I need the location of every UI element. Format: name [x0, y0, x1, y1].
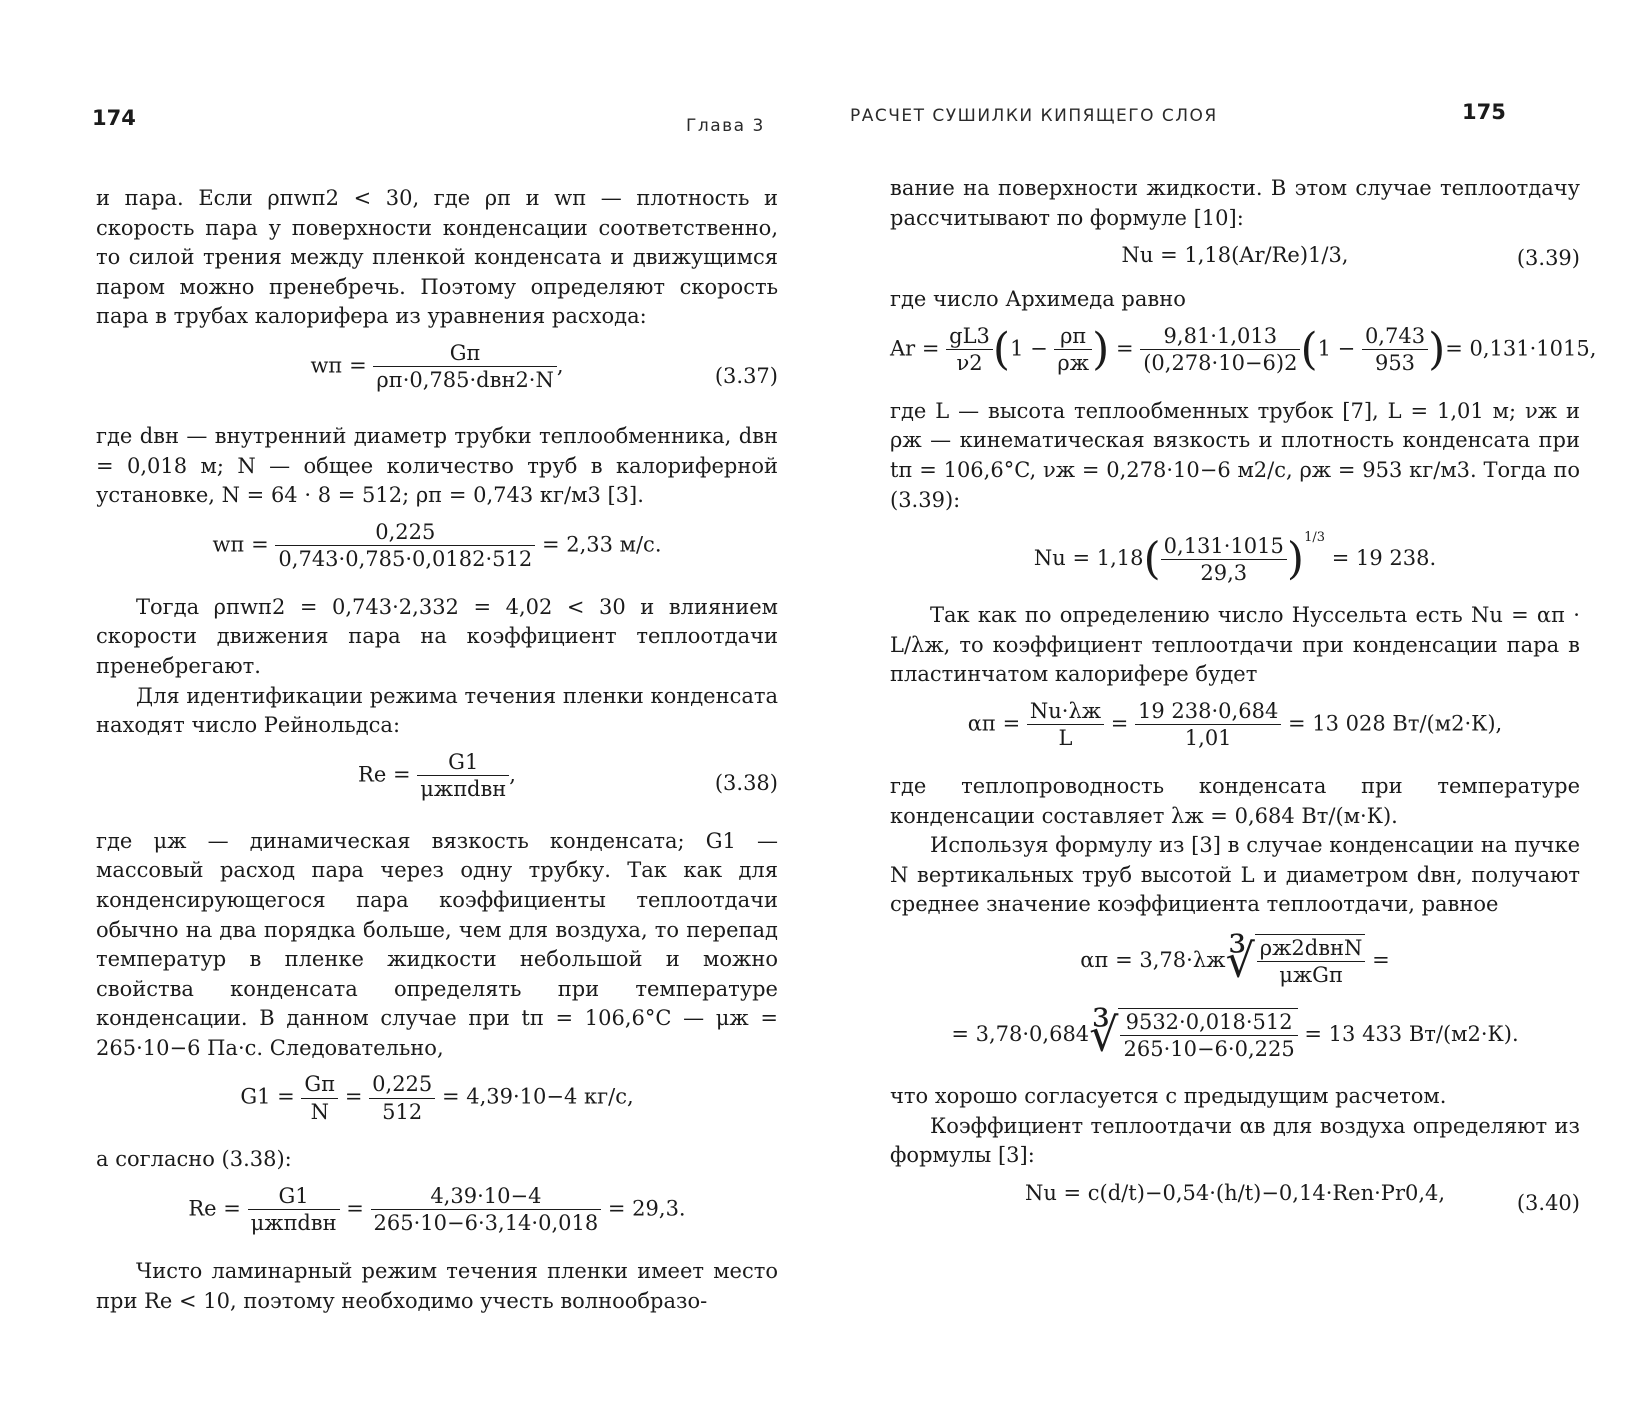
calc-g1: G1 = $\frac{Gп}{N}$ = $\frac{0,225}{512}$ = 4,39·10−4 кг/с, — [240, 1072, 634, 1124]
eq-lhs: wп = — [310, 353, 367, 378]
eq-tail: , — [556, 353, 564, 378]
paragraph: Используя формулу из [3] в случае конденсации на пучке N вертикальных труб высотой L и диаметром dвн, получают среднее значение коэффициента теплоотдачи, равное — [890, 833, 1580, 917]
fraction — [371, 1183, 602, 1237]
denominator: ν2 — [946, 349, 993, 376]
numerator: 9,81·1,013 — [1163, 323, 1278, 348]
running-head-left: Глава 3 — [686, 116, 765, 136]
denominator: L — [1027, 724, 1104, 751]
running-head-right: РАСЧЕТ СУШИЛКИ КИПЯЩЕГО СЛОЯ — [850, 106, 1218, 126]
equation-3-38 — [96, 749, 778, 819]
numerator: 4,39·10−4 — [430, 1184, 542, 1209]
fraction — [1257, 935, 1366, 989]
numerator: 9532·0,018·512 — [1125, 1009, 1293, 1034]
numerator: G1 — [448, 749, 479, 774]
numerator: ρж2dвнN — [1259, 935, 1363, 960]
paragraph: а согласно (3.38): — [96, 1147, 292, 1172]
calc-archimedes: Ar = $\frac{gL3}{\nu 2}$ (1 − $\frac{\rho п}{\rho ж}$ ) = $\frac{9,81\cdot 1,013}{(0,278\cdot 10-6)2}$ (1 − $\frac{0,743}{953}$ )= 0,131·1015, — [890, 323, 1597, 376]
right-page-text — [890, 174, 1597, 1237]
fraction — [275, 519, 535, 573]
denominator: μжGп — [1257, 961, 1366, 988]
paragraph: Тогда ρпwп2 = 0,743·2,332 = 4,02 < 30 и влиянием скорости движения пара на коэффициент теплоотдачи пренебрегают. — [96, 594, 778, 678]
eq-result: = 2,33 м/с. — [541, 532, 662, 556]
equation-3-40 — [890, 1179, 1580, 1229]
fraction — [1027, 698, 1104, 752]
eq-lhs: Nu = 1,18 — [1033, 546, 1144, 571]
eq-lhs: wп = — [212, 532, 269, 556]
eq-lhs: Re = — [188, 1196, 241, 1221]
numerator: Gп — [449, 340, 481, 365]
eq-formula: Nu = c(d/t)−0,54·(h/t)−0,14·Ren·Pr0,4, — [1024, 1180, 1446, 1205]
denominator: N — [301, 1098, 338, 1125]
calc-re: Re = $\frac{G1}{\text{μжπdвн}}$ = $\frac{4,39\cdot 10-4}{265\cdot 10-6\cdot 3,14\cdot 0,018}$ = 29,3. — [188, 1184, 686, 1236]
fraction — [1135, 698, 1281, 752]
fraction — [369, 1071, 435, 1125]
left-paren: ( — [1143, 533, 1161, 585]
denominator: ρж — [1054, 349, 1092, 376]
denominator: 512 — [369, 1098, 435, 1125]
numerator: gL3 — [949, 323, 990, 348]
right-paren: ) — [1286, 533, 1305, 585]
numerator: Nu·λж — [1029, 698, 1102, 723]
eq-result: = 13 433 Вт/(м2·К). — [1304, 1021, 1519, 1046]
denominator: 0,743·0,785·0,0182·512 — [275, 545, 535, 572]
numerator: G1 — [278, 1184, 309, 1209]
eq-lhs: = 3,78·0,684 — [951, 1021, 1090, 1046]
one-minus: 1 − — [1317, 336, 1356, 361]
cube-root-sign: ∛ — [1225, 933, 1255, 988]
fraction — [1120, 1009, 1297, 1063]
eq-lhs: αп = — [967, 711, 1021, 736]
calc-alpha: αп = $\frac{Nu\cdot\lambda ж}{L}$ = $\frac{19 238\cdot 0,684}{1,01}$ = 13 028 Вт/(м2·К), — [967, 698, 1503, 751]
left-paren: ( — [1300, 323, 1318, 375]
eq-result: = 0,131·1015, — [1445, 336, 1597, 361]
eq-lhs: Re = — [358, 761, 411, 786]
calc-alpha-average-1 — [890, 934, 1580, 1000]
equation-number: (3.39) — [1516, 246, 1580, 271]
calc-alpha-average-2 — [890, 1008, 1580, 1074]
paragraph: где μж — динамическая вязкость конденсата; G1 — массовый расход пара через одну трубку. Так как для конденсирующегося пара коэффициенты теплоотдачи обычно на два порядка больше, чем для воздуха, то перепад температур в пленке жидкости небольшой и можно свойства конденсата определять при температуре конденсации. В данном случае при tп = 106,6°C — μж = 265·10−6 Па·с. Следовательно, — [96, 828, 778, 1060]
page-number-left: 174 — [92, 106, 136, 130]
paragraph: Коэффициент теплоотдачи αв для воздуха определяют из формулы [3]: — [890, 1113, 1580, 1168]
denominator: ρп·0,785·dвн2·N — [373, 366, 557, 393]
page-number-right: 175 — [1462, 100, 1506, 124]
numerator: 0,131·1015 — [1163, 533, 1284, 558]
denominator: 1,01 — [1135, 724, 1281, 751]
numerator: Gп — [304, 1072, 336, 1097]
eq-lhs: Ar = — [890, 336, 940, 361]
fraction — [248, 1183, 340, 1237]
denominator: 265·10−6·3,14·0,018 — [371, 1209, 602, 1236]
right-paren: ) — [1092, 323, 1110, 375]
denominator: 29,3 — [1161, 559, 1287, 586]
paragraph: что хорошо согласуется с предыдущим расчетом. — [890, 1083, 1447, 1108]
eq-tail: = — [1372, 947, 1390, 972]
paragraph: Для идентификации режима течения пленки конденсата находят число Рейнольдса: — [96, 683, 778, 738]
equation-number: (3.38) — [714, 770, 778, 795]
numerator: ρп — [1060, 323, 1087, 348]
eq-lhs: αп = 3,78·λж — [1080, 947, 1226, 972]
calc-nusselt — [890, 523, 1580, 593]
right-page — [822, 0, 1644, 1422]
eq-result: = 19 238. — [1331, 546, 1437, 571]
right-paren: ) — [1428, 323, 1446, 375]
eq-formula: Nu = 1,18(Ar/Re)1/3, — [1121, 243, 1349, 268]
denominator: μжπdвн — [417, 775, 509, 802]
denominator: (0,278·10−6)2 — [1140, 349, 1300, 376]
calc-wp — [96, 519, 778, 585]
fraction — [946, 323, 993, 377]
equation-number: (3.37) — [714, 364, 778, 389]
paragraph: вание на поверхности жидкости. В этом случае теплоотдачу рассчитывают по формуле [10]: — [890, 176, 1580, 230]
equation-3-39 — [890, 241, 1580, 277]
fraction — [1054, 323, 1092, 377]
paragraph: Чисто ламинарный режим течения пленки имеет место при Re < 10, поэтому необходимо учесть волнообразо- — [96, 1259, 778, 1313]
eq-result: = 29,3. — [607, 1196, 686, 1221]
power: 1/3 — [1304, 530, 1325, 546]
fraction — [1161, 533, 1287, 587]
numerator: 0,225 — [375, 519, 436, 544]
fraction — [1140, 323, 1300, 377]
fraction — [301, 1071, 338, 1125]
eq-tail: , — [509, 761, 516, 786]
equation-3-37 — [96, 340, 778, 414]
paragraph: Так как по определению число Нуссельта есть Nu = αп · L/λж, то коэффициент теплоотдачи при конденсации пара в пластинчатом калорифере будет — [890, 603, 1580, 687]
paragraph: где L — высота теплообменных трубок [7], L = 1,01 м; νж и ρж — кинематическая вязкость и плотность конденсата при tп = 106,6°C, νж = 0,278·10−6 м2/с, ρж = 953 кг/м3. Тогда по (3.39): — [890, 398, 1580, 512]
denominator: 265·10−6·0,225 — [1120, 1035, 1297, 1062]
fraction — [373, 340, 557, 394]
paragraph: где теплопроводность конденсата при температуре конденсации составляет λж = 0,684 Вт/(м·К). — [890, 773, 1580, 828]
numerator: 0,743 — [1364, 323, 1426, 348]
numerator: 19 238·0,684 — [1138, 698, 1279, 723]
radicand — [1118, 1008, 1297, 1063]
paragraph: и пара. Если ρпwп2 < 30, где ρп и wп — плотность и скорость пара у поверхности конденсации соответственно, то силой трения между пленкой конденсата и движущимся паром можно пренебречь. Поэтому определяют скорость пара в трубах калорифера из уравнения расхода: — [96, 186, 778, 329]
paragraph: где число Архимеда равно — [890, 287, 1186, 312]
fraction — [1362, 323, 1428, 377]
eq-lhs: G1 = — [240, 1084, 295, 1109]
denominator: μжπdвн — [248, 1209, 340, 1236]
eq-result: = 4,39·10−4 кг/с, — [441, 1084, 634, 1109]
left-page-text — [96, 184, 778, 1316]
equation-number: (3.40) — [1516, 1190, 1580, 1215]
cube-root-sign: ∛ — [1089, 1007, 1119, 1062]
denominator: 953 — [1362, 349, 1428, 376]
fraction — [417, 749, 509, 803]
numerator: 0,225 — [372, 1072, 433, 1097]
left-paren: ( — [992, 323, 1011, 375]
radicand — [1255, 934, 1366, 989]
paragraph: где dвн — внутренний диаметр трубки теплообменника, dвн = 0,018 м; N — общее количество труб в калориферной установке, N = 64 · 8 = 512; ρп = 0,743 кг/м3 [3]. — [96, 423, 778, 508]
eq-result: = 13 028 Вт/(м2·К), — [1288, 711, 1503, 736]
one-minus: 1 − — [1010, 336, 1048, 361]
